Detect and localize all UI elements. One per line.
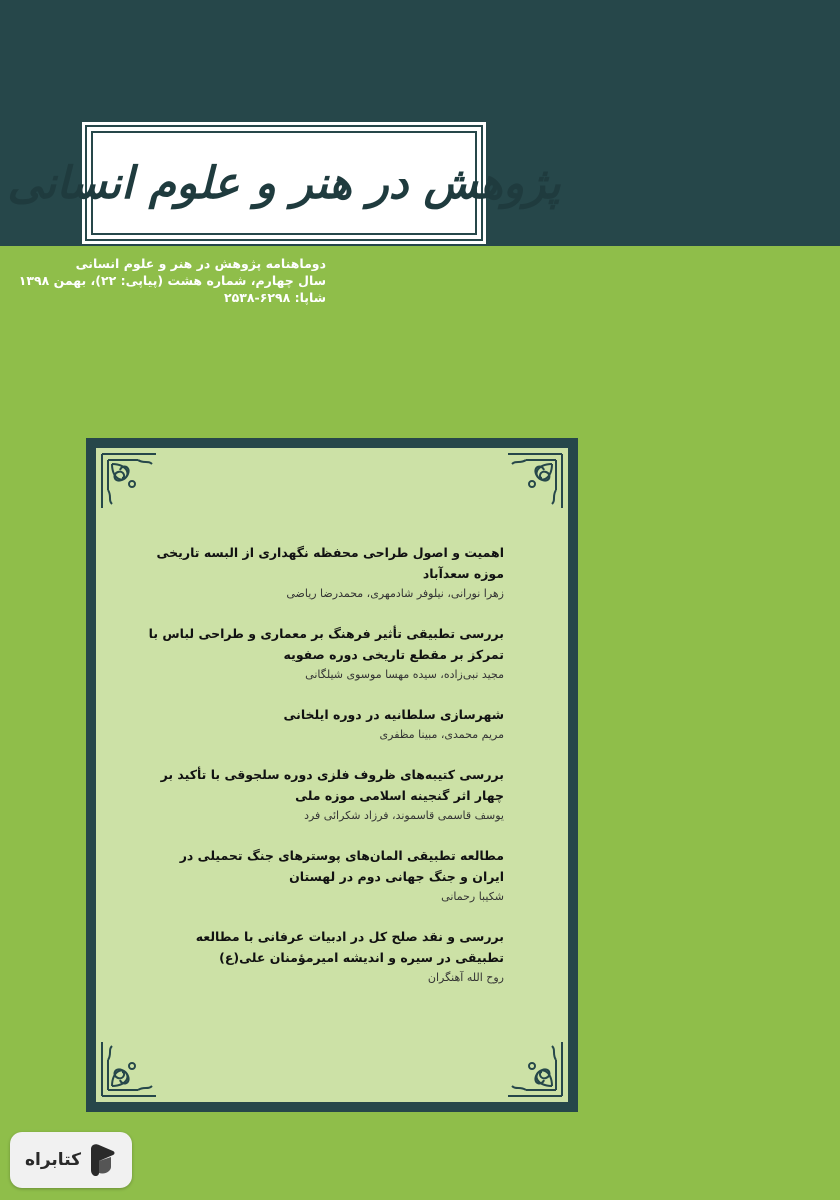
journal-title: پژوهش در هنر و علوم انسانی	[7, 157, 561, 209]
article-authors: یوسف قاسمی قاسموند، فرزاد شکرائی فرد	[304, 809, 504, 822]
article-item	[144, 926, 504, 987]
table-of-contents-panel	[96, 448, 568, 1102]
corner-ornament-icon	[504, 450, 566, 512]
article-authors: روح الله آهنگران	[427, 971, 504, 984]
article-authors: زهرا نورانی، نیلوفر شادمهری، محمدرضا ریاضی	[286, 587, 504, 600]
article-title: مطالعه تطبیقی المان‌های پوسترهای جنگ تحمیلی در ایران و جنگ جهانی دوم در لهستان	[179, 848, 504, 884]
article-title: بررسی تطبیقی تأثیر فرهنگ بر معماری و طراحی لباس با تمرکز بر مقطع تاریخی دوره صفویه	[148, 626, 504, 662]
watermark-label: کتابراه	[24, 1150, 82, 1170]
corner-ornament-icon	[98, 1038, 160, 1100]
issue-info	[19, 255, 326, 306]
corner-ornament-icon	[98, 450, 160, 512]
article-title: بررسی کتیبه‌های ظروف فلزی دوره سلجوقی با تأکید بر چهار اثر گنجینه اسلامی موزه ملی	[160, 767, 504, 803]
article-title: شهرسازی سلطانیه در دوره ایلخانی	[283, 707, 504, 722]
corner-ornament-icon	[504, 1038, 566, 1100]
article-item	[144, 542, 504, 603]
article-item	[144, 623, 504, 684]
article-authors: مجید نبی‌زاده، سیده مهسا موسوی شیلگانی	[305, 668, 504, 681]
article-list	[144, 542, 504, 1007]
journal-title-box	[7, 125, 561, 241]
article-item	[144, 704, 504, 744]
ketabrah-watermark[interactable]	[10, 1132, 132, 1188]
issue-info-line-1: دوماهنامه پژوهش در هنر و علوم انسانی	[75, 256, 326, 271]
article-title: بررسی و نقد صلح کل در ادبیات عرفانی با مطالعه تطبیقی در سیره و اندیشه امیرمؤمنان علی(ع)	[195, 929, 504, 965]
issue-info-line-3: شاپا: ۶۲۹۸-۲۵۳۸	[224, 290, 326, 305]
article-item	[144, 845, 504, 906]
ketabrah-logo-icon	[87, 1143, 117, 1177]
table-of-contents-frame	[86, 438, 578, 1112]
article-title: اهمیت و اصول طراحی محفظه نگهداری از البسه تاریخی موزه سعدآباد	[156, 545, 504, 581]
article-authors: مریم محمدی، مبینا مظفری	[379, 728, 504, 741]
article-item	[144, 764, 504, 825]
issue-info-line-2: سال چهارم، شماره هشت (پیاپی: ۲۲)، بهمن ۱۳۹۸	[18, 273, 326, 288]
article-authors: شکیبا رحمانی	[441, 890, 504, 903]
